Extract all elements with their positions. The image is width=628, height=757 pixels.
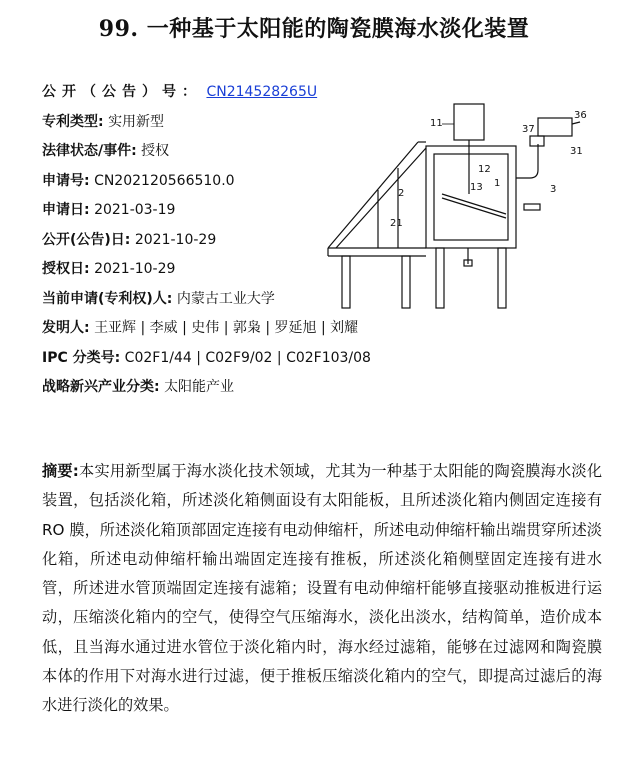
field-value: C02F1/44 | C02F9/02 | C02F103/08 <box>124 349 371 366</box>
field-ipc <box>42 344 371 374</box>
field-grant-date <box>42 255 342 285</box>
field-industry <box>42 373 342 403</box>
field-value: 2021-03-19 <box>94 202 176 218</box>
field-legal-status <box>42 137 342 167</box>
label-36: 36 <box>574 110 587 121</box>
field-label: 公开（公告）号： <box>42 84 202 100</box>
field-label: 当前申请(专利权)人: <box>42 290 173 307</box>
label-31: 31 <box>570 146 583 157</box>
field-value: 实用新型 <box>108 113 165 130</box>
label-1: 1 <box>494 178 501 189</box>
field-patent-type <box>42 108 342 138</box>
field-label: 发明人: <box>42 320 90 336</box>
abstract-text: 本实用新型属于海水淡化技术领域，尤其为一种基于太阳能的陶瓷膜海水淡化装置，包括淡化箱，所述淡化箱侧面设有太阳能板，且所述淡化箱内侧固定连接有 RO 膜，所述淡化箱顶部固定连接有电动伸缩杆，所述电动伸缩杆输出端贯穿所述淡化箱，所述电动伸缩杆输出端固定连接有推板，所述淡化箱侧壁固定连接有进水管，所述进水管顶端固定连接有滤箱；设置有电动伸缩杆能够直接驱动推板进行运动，压缩淡化箱内的空气，使得空气压缩海水，淡化出淡水，结构简单，造价成本低，且当海水通过进水管位于淡化箱内时，海水经过滤箱，能够在过滤网和陶瓷膜本体的作用下对海水进行过滤，便于推板压缩淡化箱内的空气，即提高过滤后的海水进行淡化的效果。 <box>42 462 603 715</box>
label-37: 37 <box>522 124 535 135</box>
field-application-number <box>42 167 342 197</box>
abstract-label: 摘要: <box>42 462 79 480</box>
label-2: 2 <box>398 188 405 199</box>
field-value: CN202120566510.0 <box>94 172 235 189</box>
field-publication-number <box>42 78 342 108</box>
field-label: 战略新兴产业分类: <box>42 379 160 395</box>
field-label: IPC 分类号: <box>42 349 121 366</box>
field-value: 王亚辉 | 李威 | 史伟 | 郭枭 | 罗延旭 | 刘耀 <box>94 320 359 336</box>
field-application-date <box>42 196 342 226</box>
field-label: 授权日: <box>42 261 90 277</box>
label-3: 3 <box>550 184 557 195</box>
abstract-section <box>42 457 602 721</box>
field-value: 授权 <box>141 143 170 159</box>
patent-drawing <box>318 98 618 310</box>
field-publication-date <box>42 226 342 256</box>
page-title: 99. 一种基于太阳能的陶瓷膜海水淡化装置 <box>98 16 530 42</box>
field-value: 2021-10-29 <box>94 261 176 277</box>
field-label: 公开(公告)日: <box>42 231 131 248</box>
publication-number-link[interactable]: CN214528265U <box>206 84 318 100</box>
field-value: 太阳能产业 <box>164 379 235 395</box>
field-value: 2021-10-29 <box>134 231 217 248</box>
box-inner <box>434 154 508 240</box>
patent-metadata <box>42 78 371 403</box>
field-inventors <box>42 314 359 344</box>
field-label: 申请日: <box>42 202 90 218</box>
field-label: 专利类型: <box>42 113 104 130</box>
field-applicant <box>42 285 342 315</box>
desalination-box <box>426 146 516 248</box>
actuator-housing <box>454 104 484 140</box>
field-label: 申请号: <box>42 172 90 189</box>
label-11: 11 <box>430 118 443 129</box>
field-value: 内蒙古工业大学 <box>176 290 275 307</box>
label-12: 12 <box>478 164 491 175</box>
field-label: 法律状态/事件: <box>42 143 137 159</box>
label-21: 21 <box>390 218 403 229</box>
label-13: 13 <box>470 182 483 193</box>
